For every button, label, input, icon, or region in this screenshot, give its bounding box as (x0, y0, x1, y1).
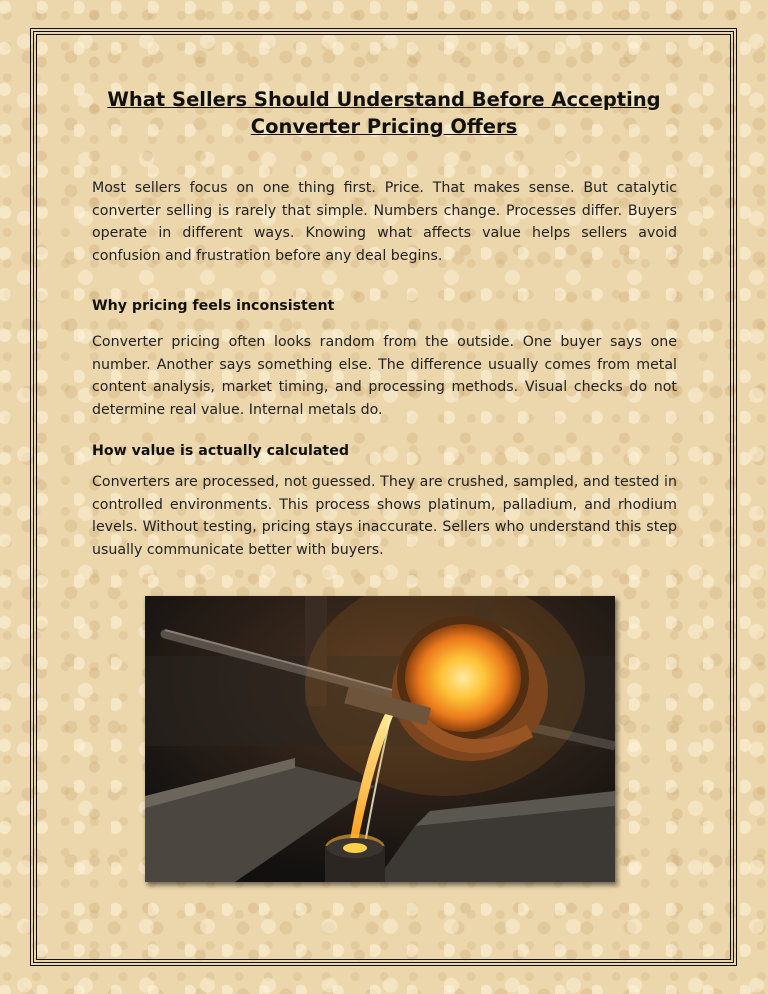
document-title: What Sellers Should Understand Before Accepting Converter Pricing Offers (107, 88, 661, 138)
section-body-value: Converters are processed, not guessed. They are crushed, sampled, and tested in controlled environments. This process shows platinum, palladium, and rhodium levels. Without testing, pricing stays inaccurate. Sellers who understand this step usually communicate better with buyers. (92, 474, 677, 559)
molten-metal-pouring-image (145, 596, 615, 882)
section-body-pricing: Converter pricing often looks random from the outside. One buyer says one number. Another says something else. The difference usually comes from metal content analysis, market timing, and processing methods. Visual checks do not determine real value. Internal metals do. (92, 334, 677, 419)
section-heading-value: How value is actually calculated (92, 443, 349, 459)
section-heading-pricing: Why pricing feels inconsistent (92, 298, 335, 314)
intro-paragraph: Most sellers focus on one thing first. Price. That makes sense. But catalytic converter selling is rarely that simple. Numbers change. Processes differ. Buyers operate in different ways. Knowing what affects value helps sellers avoid confusion and frustration before any deal begins. (92, 180, 677, 265)
